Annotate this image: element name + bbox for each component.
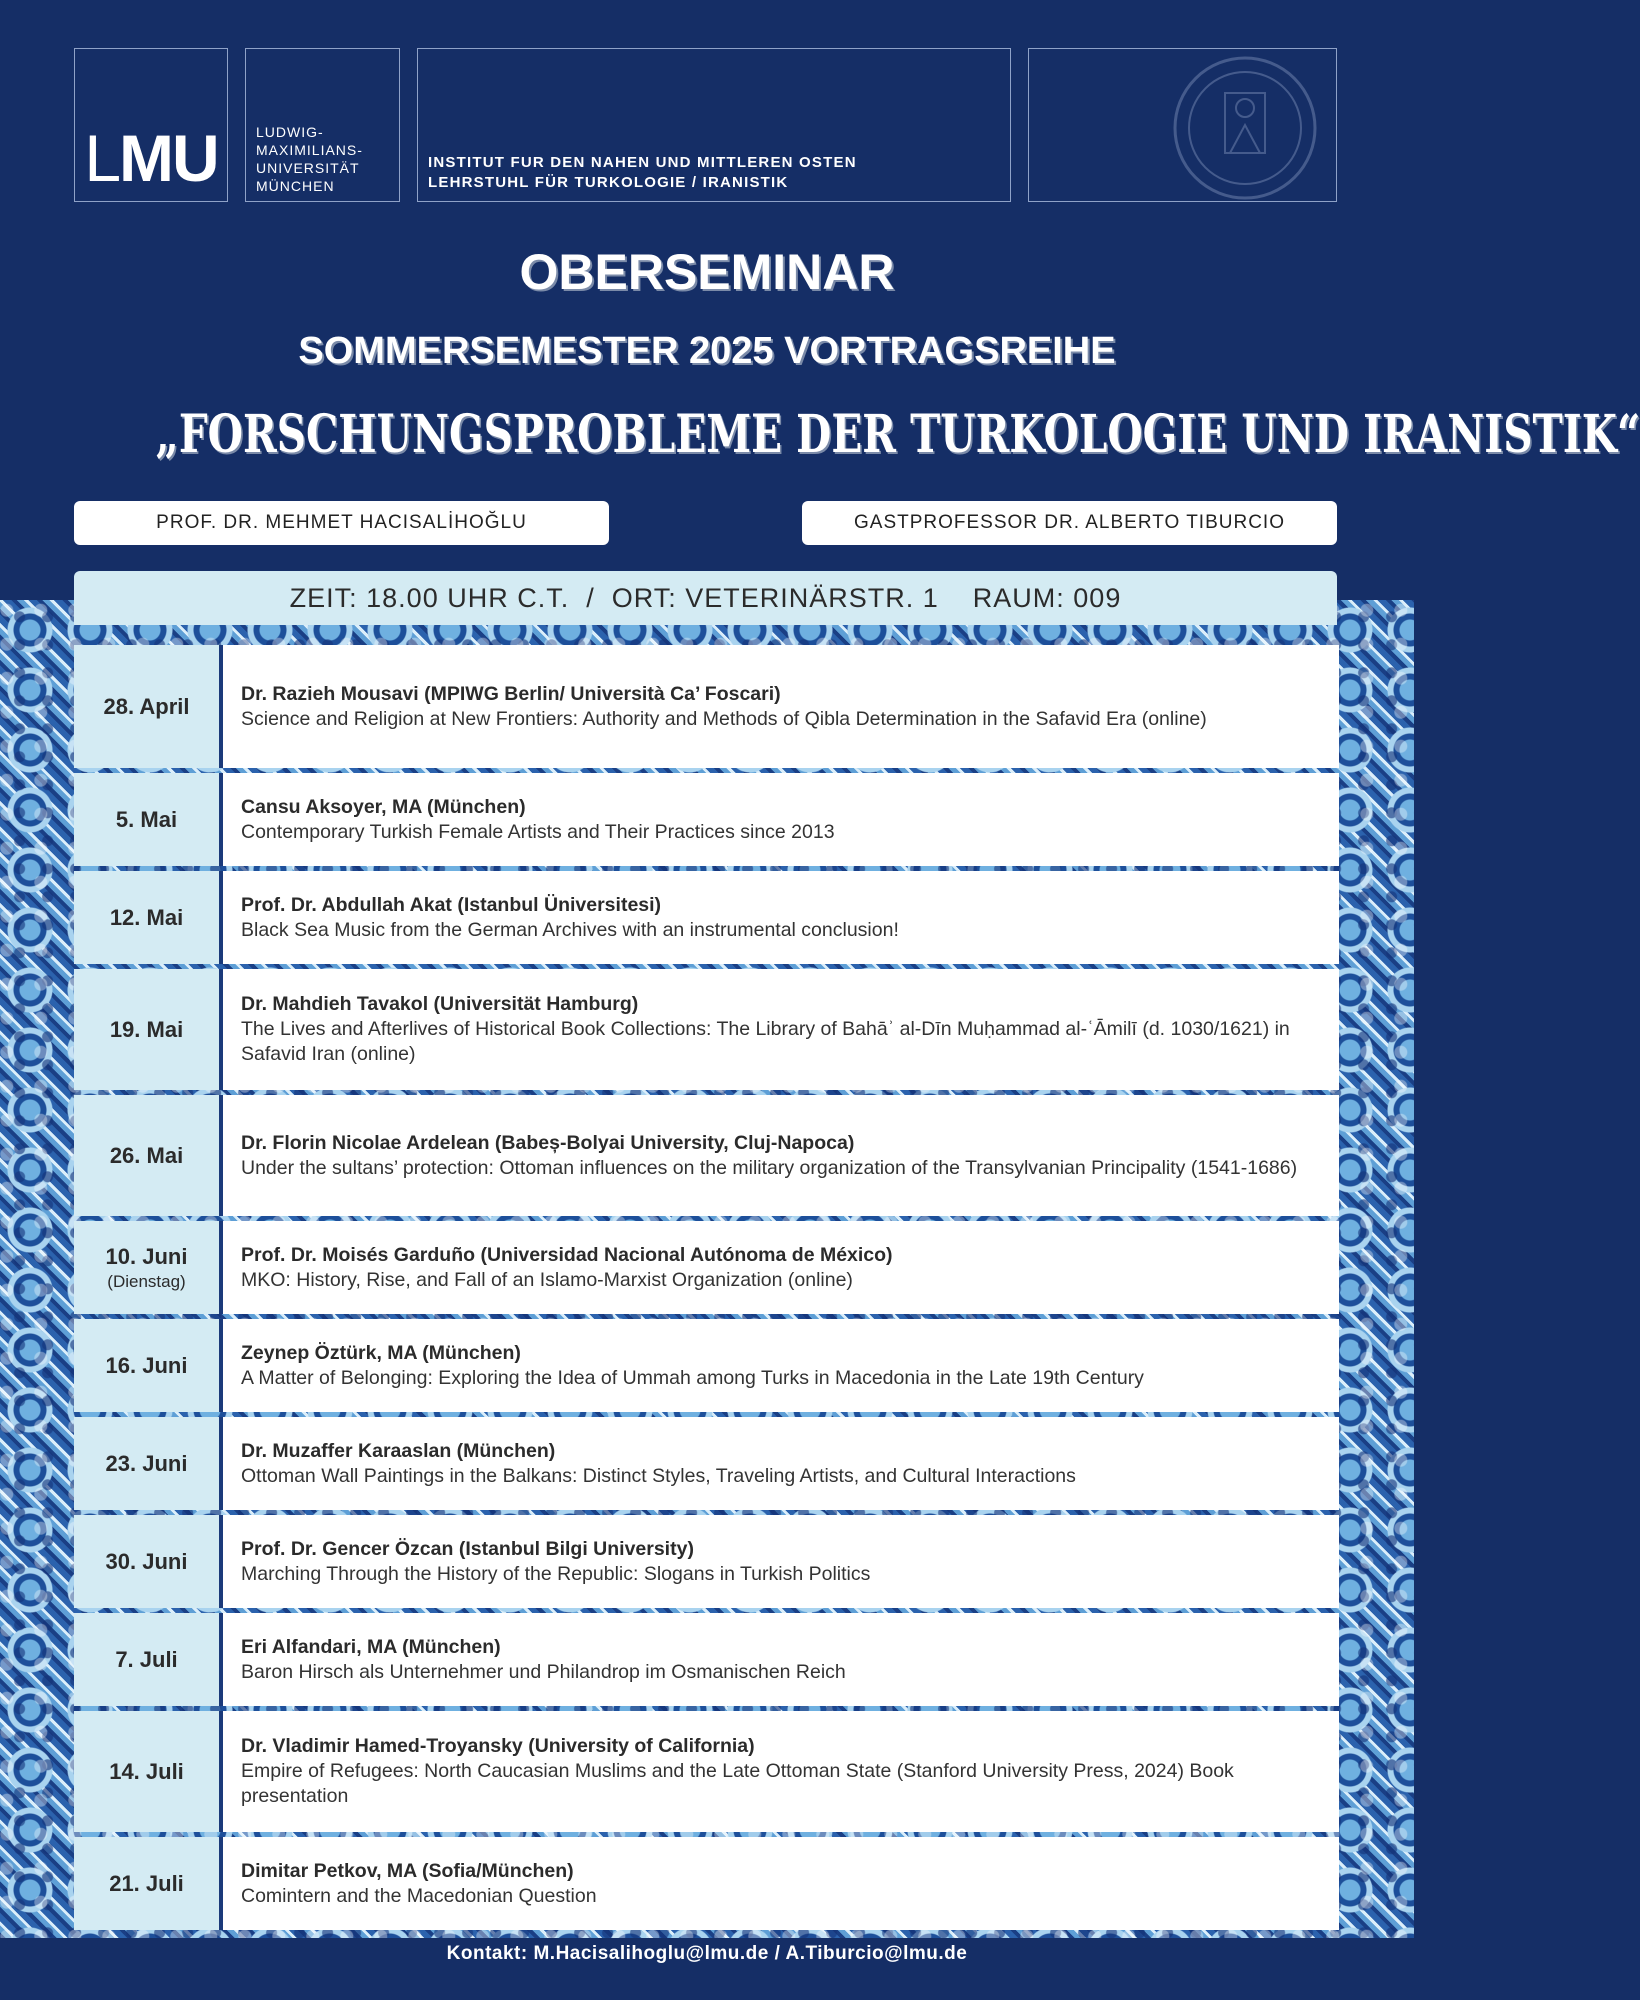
professor-label: PROF. DR. MEHMET HACISALİHOĞLU [74,501,609,545]
date-note: (Dienstag) [107,1271,186,1291]
talk-cell [223,1095,1339,1216]
guest-professor-label: GASTPROFESSOR DR. ALBERTO TIBURCIO [802,501,1337,545]
talk-title: MKO: History, Rise, and Fall of an Islamo-Marxist Organization (online) [241,1268,853,1291]
date-cell [74,1221,219,1314]
date-cell [74,645,219,768]
time-place-bar: ZEIT: 18.00 UHR C.T. / ORT: VETERINÄRSTR. 1 RAUM: 009 [74,571,1337,625]
talk-cell [223,773,1339,866]
contact-footer: Kontakt: M.Hacisalihoglu@lmu.de / A.Tiburcio@lmu.de [0,1938,1414,2000]
schedule-row [74,1319,1339,1412]
speaker: Cansu Aksoyer, MA (München) [241,795,526,818]
date-cell [74,773,219,866]
speaker: Dr. Razieh Mousavi (MPIWG Berlin/ Università Ca’ Foscari) [241,682,781,705]
university-line: MAXIMILIANS- [256,142,363,158]
date: 28. April [103,693,190,719]
speaker: Prof. Dr. Moisés Garduño (Universidad Nacional Autónoma de México) [241,1243,893,1266]
schedule-row [74,1711,1339,1832]
talk-cell [223,1711,1339,1832]
speaker: Dr. Florin Nicolae Ardelean (Babeș-Bolyai University, Cluj-Napoca) [241,1131,855,1154]
speaker: Prof. Dr. Abdullah Akat (Istanbul Üniversitesi) [241,893,662,916]
talk-cell [223,969,1339,1090]
talk-title: A Matter of Belonging: Exploring the Idea of Ummah among Turks in Macedonia in the Late 19th Century [241,1366,1144,1389]
date: 30. Juni [105,1548,188,1574]
date: 19. Mai [109,1016,184,1042]
speaker: Dr. Vladimir Hamed-Troyansky (University of California) [241,1735,755,1757]
speaker: Dr. Muzaffer Karaaslan (München) [241,1439,556,1462]
series-title: „FORSCHUNGSPROBLEME DER TURKOLOGIE UND IRANISTIK“ [155,404,1640,465]
schedule-row [74,1221,1339,1314]
talk-title: Science and Religion at New Frontiers: Authority and Methods of Qibla Determination in the Safavid Era (online) [241,707,1207,730]
institute-name [428,153,857,193]
speaker: Dr. Mahdieh Tavakol (Universität Hamburg) [241,993,639,1015]
talk-cell [223,1417,1339,1510]
speaker: Zeynep Öztürk, MA (München) [241,1341,521,1364]
schedule-row [74,773,1339,866]
talk-title: Under the sultans’ protection: Ottoman influences on the military organization of the Transylvanian Principality (1541-1686) [241,1156,1298,1179]
schedule-row [74,1613,1339,1706]
schedule-row [74,645,1339,768]
schedule-row [74,1837,1339,1930]
talk-cell [223,1837,1339,1930]
talk-title: Contemporary Turkish Female Artists and Their Practices since 2013 [241,820,835,843]
talk-cell [223,1221,1339,1314]
seal-box [1028,48,1337,202]
date-cell [74,1837,219,1930]
date-cell [74,1319,219,1412]
university-seal-icon [1170,53,1320,203]
university-name-box [245,48,400,202]
institute-line: LEHRSTUHL FÜR TURKOLOGIE / IRANISTIK [428,174,789,191]
institute-box [417,48,1011,202]
lmu-logo: LMU [84,121,218,195]
university-line: LUDWIG- [256,124,324,140]
schedule-row [74,1417,1339,1510]
talk-cell [223,1515,1339,1608]
talk-title: Baron Hirsch als Unternehmer und Philandrop im Osmanischen Reich [241,1660,846,1683]
date: 7. Juli [115,1646,178,1672]
talk-cell [223,871,1339,964]
talk-cell [223,645,1339,768]
date: 10. Juni [105,1243,188,1269]
date-cell [74,1711,219,1832]
speaker: Dimitar Petkov, MA (Sofia/München) [241,1859,574,1882]
university-name [256,123,363,195]
seminar-title: OBERSEMINAR [519,244,895,300]
date: 21. Juli [109,1870,184,1896]
date-cell [74,1515,219,1608]
speaker: Eri Alfandari, MA (München) [241,1635,501,1658]
institute-line: INSTITUT FUR DEN NAHEN UND MITTLEREN OSTEN [428,154,857,171]
schedule-row [74,871,1339,964]
talk-title: Black Sea Music from the German Archives with an instrumental conclusion! [241,918,899,941]
university-line: MÜNCHEN [256,178,335,194]
schedule-row [74,1515,1339,1608]
date: 16. Juni [105,1352,188,1378]
lmu-logo-box [74,48,228,202]
date: 26. Mai [109,1142,184,1168]
university-line: UNIVERSITÄT [256,160,360,176]
talk-title: Empire of Refugees: North Caucasian Muslims and the Late Ottoman State (Stanford University Press, 2024) Book presentation [241,1760,1234,1807]
talk-title: Marching Through the History of the Republic: Slogans in Turkish Politics [241,1562,871,1585]
schedule-row [74,1095,1339,1216]
date: 12. Mai [109,904,184,930]
date-cell [74,1613,219,1706]
speaker: Prof. Dr. Gencer Özcan (Istanbul Bilgi University) [241,1537,694,1560]
talk-cell [223,1613,1339,1706]
semester-subtitle: SOMMERSEMESTER 2025 VORTRAGSREIHE [298,330,1116,372]
date-cell [74,1417,219,1510]
date-cell [74,871,219,964]
talk-title: The Lives and Afterlives of Historical Book Collections: The Library of Bahāʾ al-Dīn Muḥammad al-ʿĀmilī (d. 1030/1621) in Safavid Iran (online) [241,1018,1290,1065]
talk-title: Ottoman Wall Paintings in the Balkans: Distinct Styles, Traveling Artists, and Cultural Interactions [241,1464,1076,1487]
talk-title: Comintern and the Macedonian Question [241,1884,597,1907]
date-cell [74,1095,219,1216]
date: 14. Juli [109,1758,184,1784]
schedule-row [74,969,1339,1090]
talk-cell [223,1319,1339,1412]
date-cell [74,969,219,1090]
date: 5. Mai [115,806,178,832]
date: 23. Juni [105,1450,188,1476]
